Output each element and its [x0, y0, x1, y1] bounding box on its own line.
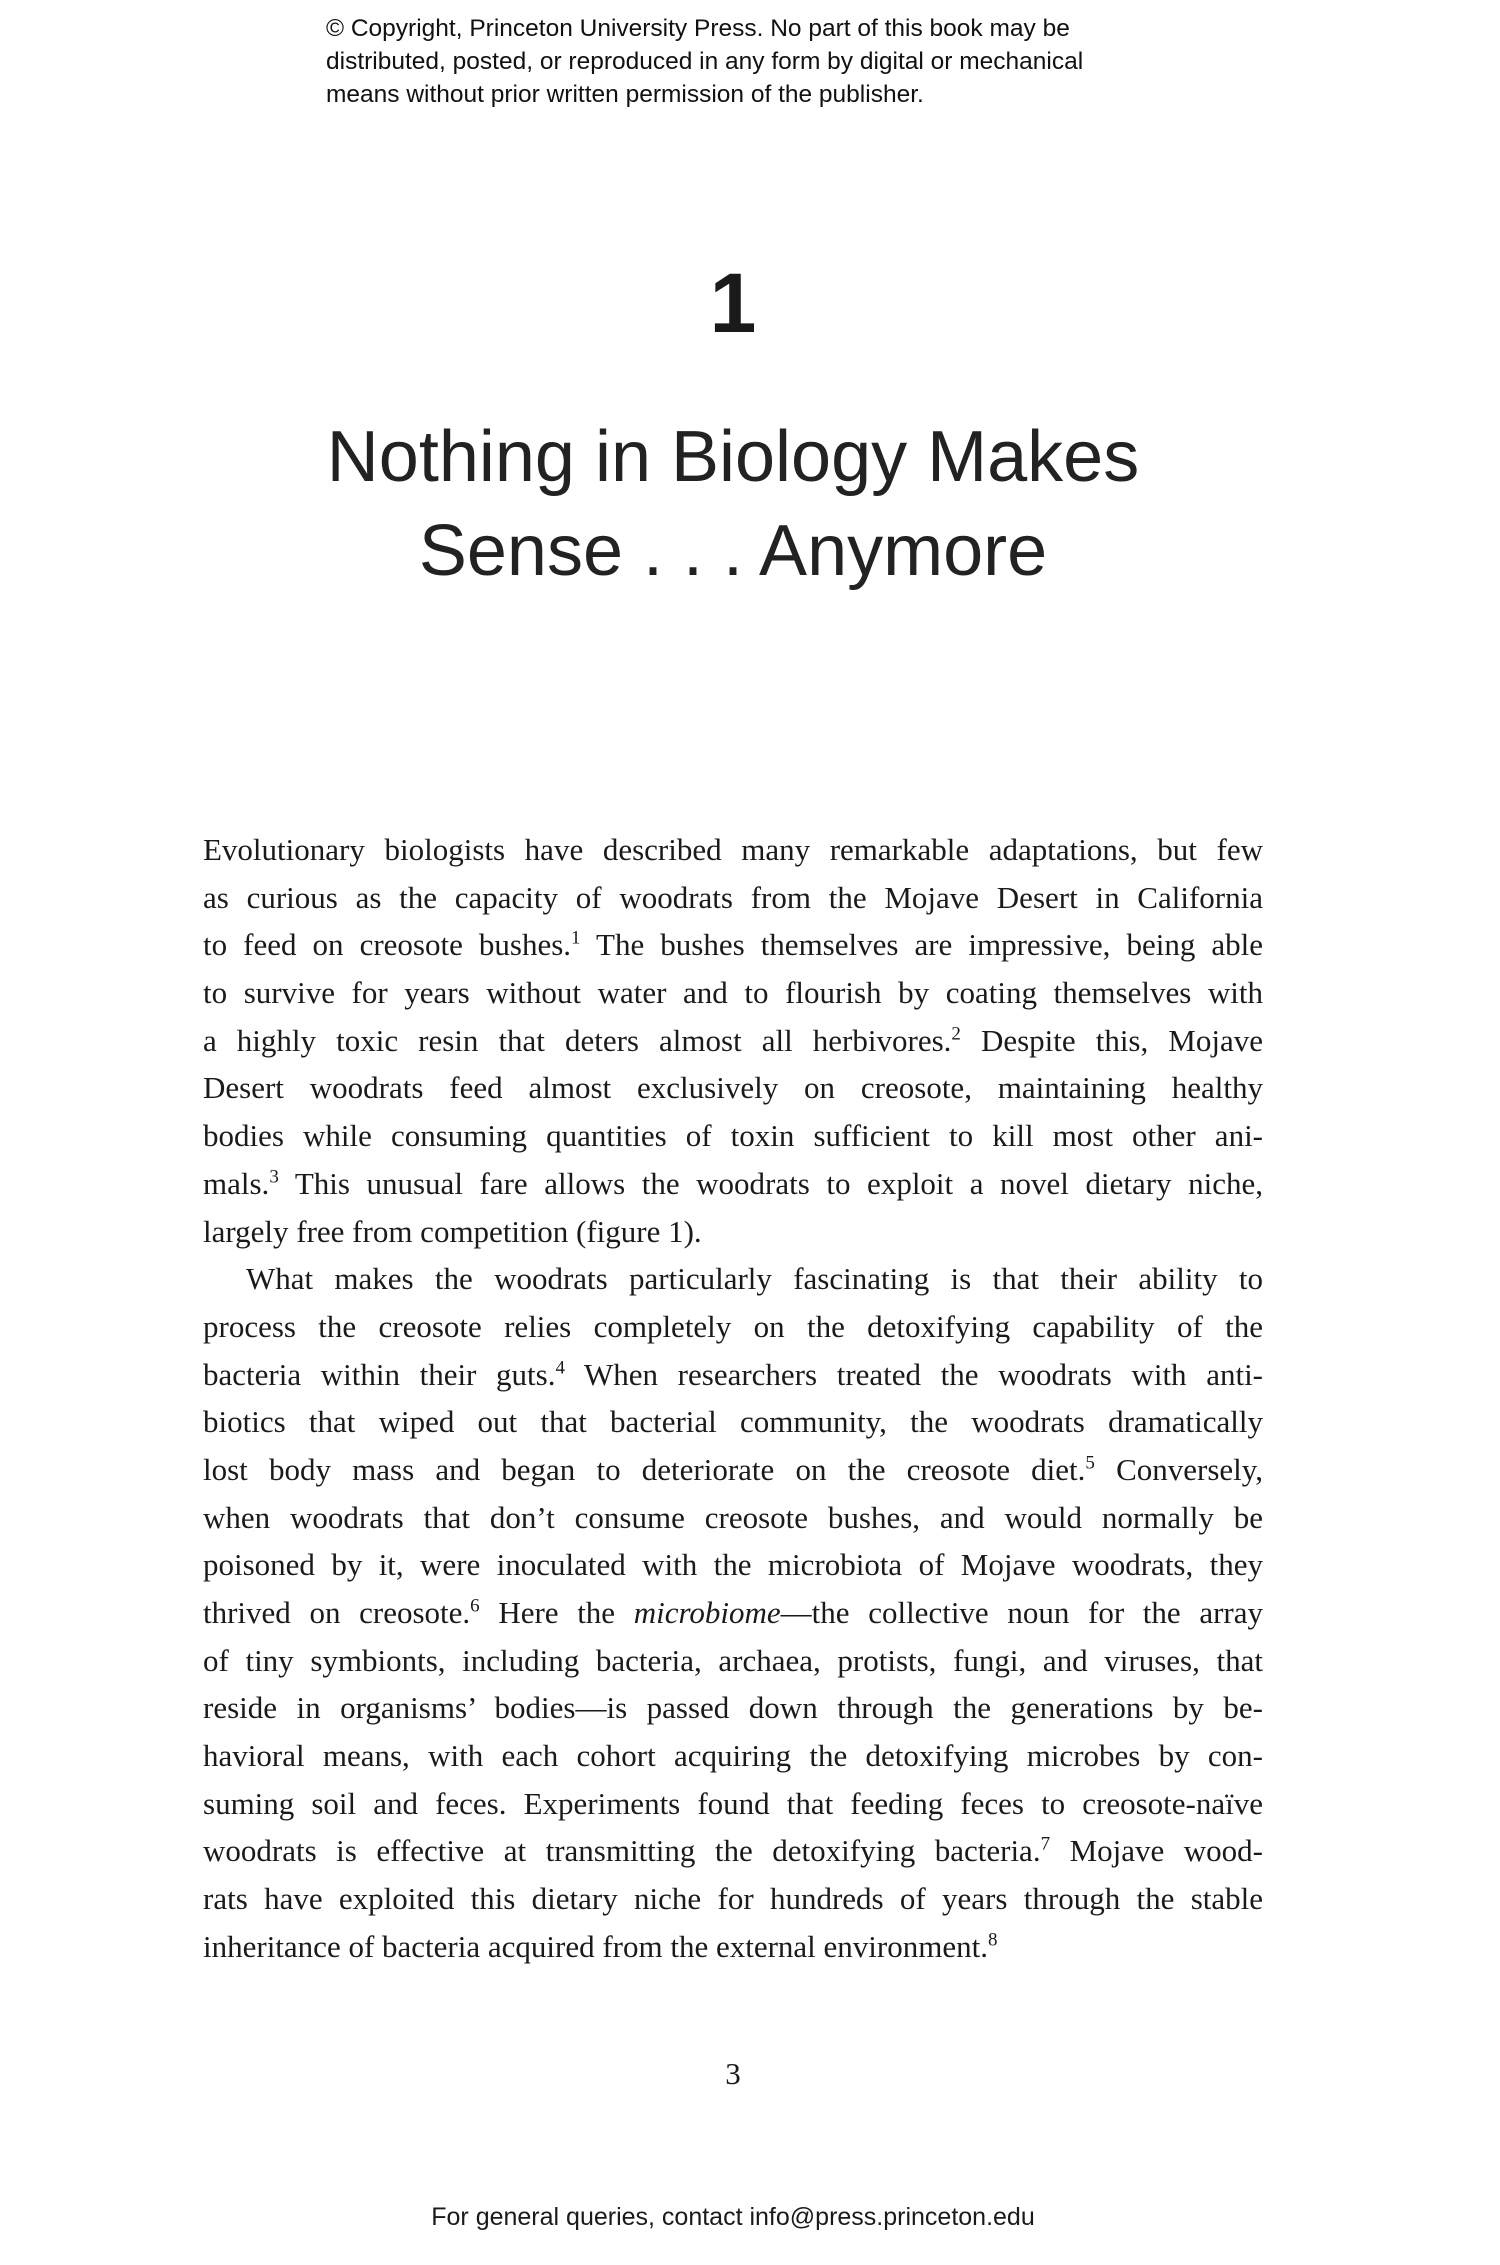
text-segment: woodrats is effective at transmitting the detoxifying bacteria. [203, 1833, 1041, 1869]
text-line [203, 1208, 1263, 1256]
text-line [203, 1255, 1263, 1303]
footnote-marker: 6 [470, 1595, 480, 1617]
footnote-marker: 5 [1085, 1452, 1095, 1474]
text-segment: This unusual fare allows the woodrats to exploit a novel dietary niche, [278, 1165, 1263, 1201]
body-text [203, 826, 1263, 1971]
text-segment: poisoned by it, were inoculated with the microbiota of Mojave woodrats, they [203, 1547, 1263, 1583]
paragraph [203, 1255, 1263, 1970]
text-segment: to survive for years without water and to flourish by coating themselves with [203, 975, 1263, 1011]
text-segment: as curious as the capacity of woodrats from the Mojave Desert in California [203, 879, 1263, 915]
copyright-line: distributed, posted, or reproduced in any form by digital or mechanical [326, 48, 1084, 75]
text-segment: What makes the woodrats particularly fascinating is that their ability to [246, 1261, 1263, 1297]
text-line [203, 1827, 1263, 1875]
page-number: 3 [725, 2056, 741, 2091]
text-segment: of tiny symbionts, including bacteria, archaea, protists, fungi, and viruses, that [203, 1642, 1263, 1678]
footnote-marker: 8 [987, 1929, 998, 1951]
text-line [203, 1064, 1263, 1112]
text-line [203, 874, 1263, 922]
footnote-marker: 4 [555, 1357, 565, 1379]
text-line [203, 1684, 1263, 1732]
text-segment: bodies while consuming quantities of toxin sufficient to kill most other ani- [203, 1118, 1263, 1154]
footnote-marker: 7 [1040, 1834, 1051, 1856]
text-segment: to feed on creosote bushes. [203, 927, 572, 963]
chapter-title-line: Nothing in Biology Makes [326, 417, 1140, 497]
text-line [203, 1494, 1263, 1542]
text-segment: thrived on creosote. [203, 1595, 471, 1630]
copyright-line: means without prior written permission of the publisher. [326, 81, 924, 108]
text-line [203, 1160, 1263, 1208]
text-segment: Mojave wood- [1050, 1833, 1263, 1869]
text-line [203, 921, 1263, 969]
text-line [203, 1351, 1263, 1399]
text-segment: Conversely, [1094, 1451, 1263, 1487]
text-segment: mals. [203, 1165, 270, 1201]
text-line [203, 1446, 1263, 1494]
footnote-marker: 1 [571, 927, 581, 949]
text-segment: Despite this, Mojave [960, 1022, 1263, 1058]
chapter-title [0, 410, 1466, 598]
text-segment: bacteria within their guts. [203, 1356, 556, 1392]
text-line [203, 1303, 1263, 1351]
copyright-notice [326, 12, 1083, 111]
chapter-number: 1 [709, 256, 757, 350]
text-segment: inheritance of bacteria acquired from the external environment. [203, 1928, 988, 1964]
chapter-title-line: Sense . . . Anymore [418, 511, 1048, 591]
footnote-marker: 2 [951, 1023, 961, 1045]
text-line [203, 1637, 1263, 1685]
text-segment: lost body mass and began to deteriorate on the creosote diet. [203, 1451, 1086, 1487]
text-line [203, 1017, 1263, 1065]
text-line [203, 969, 1263, 1017]
text-segment: The bushes themselves are impressive, being able [580, 927, 1263, 963]
footer-contact: For general queries, contact info@press.princeton.edu [431, 2203, 1035, 2231]
text-segment: a highly toxic resin that deters almost all herbivores. [203, 1022, 952, 1058]
text-line [203, 1112, 1263, 1160]
copyright-line: © Copyright, Princeton University Press. No part of this book may be [326, 15, 1070, 42]
text-line [203, 1589, 1263, 1637]
text-segment: biotics that wiped out that bacterial community, the woodrats dramatically [203, 1404, 1263, 1440]
text-segment: rats have exploited this dietary niche for hundreds of years through the stable [203, 1881, 1263, 1917]
text-segment: When researchers treated the woodrats with anti- [564, 1356, 1263, 1392]
italic-term: microbiome [633, 1595, 781, 1630]
text-line [203, 1398, 1263, 1446]
text-segment: Here the [479, 1595, 634, 1630]
text-segment: Desert woodrats feed almost exclusively on creosote, maintaining healthy [203, 1070, 1263, 1106]
footnote-marker: 3 [269, 1166, 279, 1188]
text-segment: process the creosote relies completely on the detoxifying capability of the [203, 1308, 1263, 1344]
text-line [203, 1780, 1263, 1828]
text-line [203, 1732, 1263, 1780]
text-segment: —the collective noun for the array [780, 1595, 1263, 1630]
paragraph [203, 826, 1263, 1255]
text-segment: havioral means, with each cohort acquiring the detoxifying microbes by con- [203, 1738, 1263, 1774]
text-segment: when woodrats that don’t consume creosote bushes, and would normally be [203, 1499, 1263, 1535]
text-line [203, 826, 1263, 874]
text-segment: Evolutionary biologists have described many remarkable adaptations, but few [203, 832, 1263, 867]
text-line [203, 1875, 1263, 1923]
text-segment: largely free from competition (figure 1). [203, 1213, 702, 1249]
text-segment: reside in organisms’ bodies—is passed down through the generations by be- [203, 1690, 1263, 1726]
text-line [203, 1541, 1263, 1589]
text-segment: suming soil and feces. Experiments found that feeding feces to creosote-naïve [203, 1785, 1263, 1821]
text-line [203, 1923, 1263, 1971]
